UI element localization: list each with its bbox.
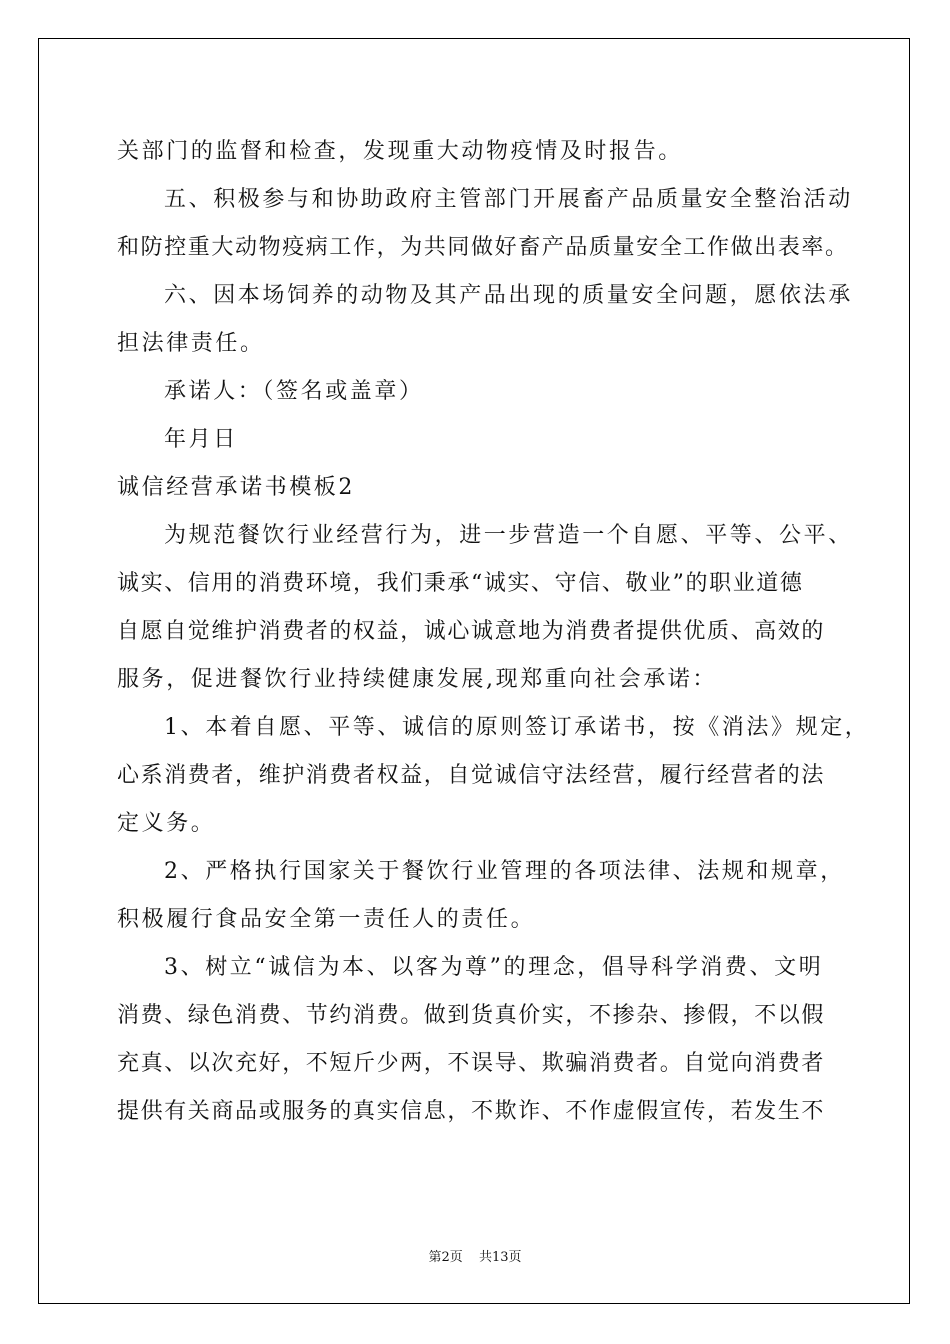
text-line: 提供有关商品或服务的真实信息，不欺诈、不作虚假宣传，若发生不 <box>117 1099 826 1124</box>
text-line: 充真、以次充好，不短斤少两，不误导、欺骗消费者。自觉向消费者 <box>117 1051 826 1076</box>
date-line: 年月日 <box>164 427 238 452</box>
text-line: 积极履行食品安全第一责任人的责任。 <box>117 907 536 932</box>
section-title: 诚信经营承诺书模板2 <box>117 475 355 500</box>
page-number: 第2页 <box>428 1250 463 1265</box>
signature-line: 承诺人：（签名或盖章） <box>164 379 424 404</box>
page-footer <box>0 1246 950 1265</box>
text-line: 担法律责任。 <box>117 331 265 356</box>
text-line: 3、树立“诚信为本、以客为尊”的理念，倡导科学消费、文明 <box>164 955 824 980</box>
text-line: 心系消费者，维护消费者权益，自觉诚信守法经营，履行经营者的法 <box>117 763 826 788</box>
document-body <box>117 128 870 1136</box>
text-line: 定义务。 <box>117 811 216 836</box>
text-line: 服务，促进餐饮行业持续健康发展,现郑重向社会承诺： <box>117 667 717 692</box>
text-line: 和防控重大动物疫病工作，为共同做好畜产品质量安全工作做出表率。 <box>117 235 849 260</box>
text-line: 五、积极参与和协助政府主管部门开展畜产品质量安全整治活动 <box>164 187 853 212</box>
text-line: 为规范餐饮行业经营行为，进一步营造一个自愿、平等、公平、 <box>164 523 853 548</box>
text-line: 诚实、信用的消费环境，我们秉承“诚实、守信、敬业”的职业道德 <box>117 571 804 596</box>
text-line: 2、严格执行国家关于餐饮行业管理的各项法律、法规和规章， <box>164 859 845 884</box>
text-line: 六、因本场饲养的动物及其产品出现的质量安全问题，愿依法承 <box>164 283 853 308</box>
text-line: 关部门的监督和检查，发现重大动物疫情及时报告。 <box>117 139 683 164</box>
total-pages: 共13页 <box>478 1250 522 1265</box>
text-line: 消费、绿色消费、节约消费。做到货真价实，不掺杂、掺假，不以假 <box>117 1003 826 1028</box>
text-line: 自愿自觉维护消费者的权益，诚心诚意地为消费者提供优质、高效的 <box>117 619 826 644</box>
text-line: 1、本着自愿、平等、诚信的原则签订承诺书，按《消法》规定， <box>164 715 870 740</box>
